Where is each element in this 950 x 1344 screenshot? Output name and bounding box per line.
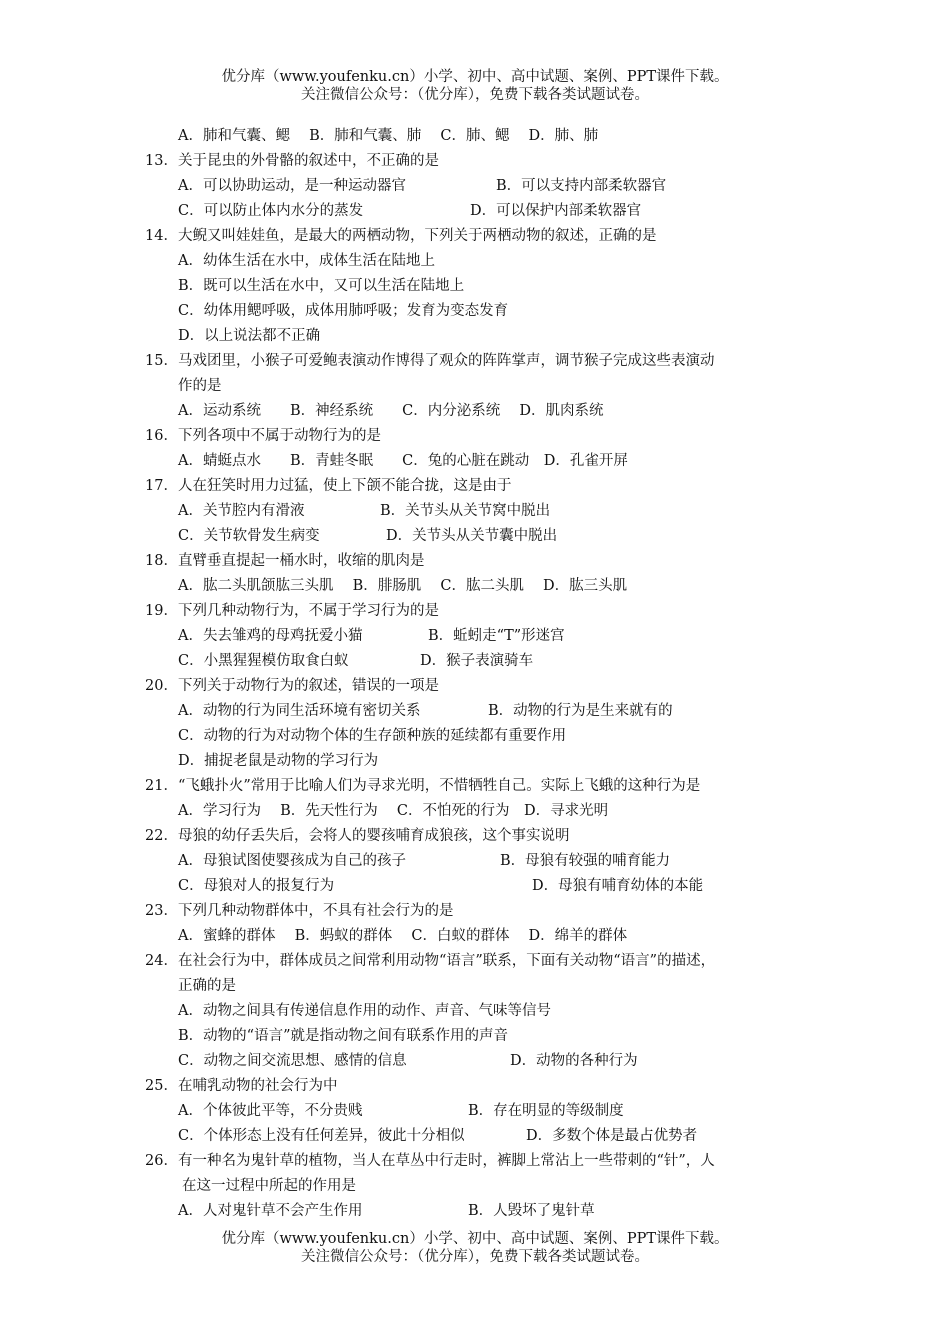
q14-option-c: C．幼体用鳃呼吸，成体用肺呼吸；发育为变态发育 [178,303,509,319]
q13-option-d: D．可以保护内部柔软器官 [470,203,642,219]
q15-options: A．运动系统 B．神经系统 C．内分泌系统 D．肌肉系统 [178,403,604,419]
q25-option-b: B．存在明显的等级制度 [468,1103,624,1119]
q14-option-a: A．幼体生活在水中，成体生活在陆地上 [178,253,435,269]
q15-stem-continued: 作的是 [178,378,222,394]
q17-option-d: D．关节头从关节囊中脱出 [386,528,558,544]
q13-option-c: C．可以防止体内水分的蒸发 [178,203,364,219]
q25-option-c: C．个体形态上没有任何差异，彼此十分相似 [178,1128,465,1144]
q19-option-b: B．蚯蚓走“T”形迷宫 [428,628,565,644]
q20-option-a: A．动物的行为同生活环境有密切关系 [178,703,421,719]
q17-option-b: B．关节头从关节窝中脱出 [380,503,551,519]
q26-option-b: B．人毁坏了鬼针草 [468,1203,595,1219]
q24-option-a: A．动物之间具有传递信息作用的动作、声音、气味等信号 [178,1003,551,1019]
q19-option-c: C．小黑猩猩模仿取食白蚁 [178,653,349,669]
q18-stem: 18．直臂垂直提起一桶水时，收缩的肌肉是 [145,553,425,569]
q26-stem: 26．有一种名为鬼针草的植物，当人在草丛中行走时，裤脚上常沾上一些带刺的“针”，人 [145,1153,715,1169]
q13-stem: 13．关于昆虫的外骨骼的叙述中，不正确的是 [145,153,439,169]
q22-option-b: B．母狼有较强的哺育能力 [500,853,671,869]
q25-option-a: A．个体彼此平等，不分贵贱 [178,1103,363,1119]
q20-option-d: D．捕捉老鼠是动物的学习行为 [178,753,379,769]
q15-stem: 15．马戏团里，小猴子可爱鲍表演动作博得了观众的阵阵掌声，调节猴子完成这些表演动 [145,353,715,369]
q16-options: A．蜻蜓点水 B．青蛙冬眠 C．兔的心脏在跳动 D．孔雀开屏 [178,453,628,469]
q25-stem: 25．在哺乳动物的社会行为中 [145,1078,338,1094]
q21-options: A．学习行为 B．先天性行为 C．不怕死的行为 D．寻求光明 [178,803,609,819]
q16-stem: 16．下列各项中不属于动物行为的是 [145,428,381,444]
q23-options: A．蜜蜂的群体 B．蚂蚁的群体 C．白蚁的群体 D．绵羊的群体 [178,928,628,944]
q21-stem: 21．“飞蛾扑火”常用于比喻人们为寻求光明，不惜牺牲自己。实际上飞蛾的这种行为是 [145,778,701,794]
q24-option-d: D．动物的各种行为 [510,1053,638,1069]
q14-option-d: D．以上说法都不正确 [178,328,321,344]
q14-stem: 14．大鲵又叫娃娃鱼，是最大的两栖动物，下列关于两栖动物的叙述，正确的是 [145,228,657,244]
q20-option-b: B．动物的行为是生来就有的 [488,703,673,719]
q23-stem: 23．下列几种动物群体中，不具有社会行为的是 [145,903,454,919]
header-line-1: 优分库（www.youfenku.cn）小学、初中、高中试题、案例、PPT课件下载。 [221,69,729,85]
q18-options: A．肱二头肌颌肱三头肌 B．腓肠肌 C．肱二头肌 D．肱三头肌 [178,578,628,594]
footer-line-1: 优分库（www.youfenku.cn）小学、初中、高中试题、案例、PPT课件下载。 [221,1231,729,1247]
q20-option-c: C．动物的行为对动物个体的生存颌种族的延续都有重要作用 [178,728,567,744]
q26-option-a: A．人对鬼针草不会产生作用 [178,1203,363,1219]
q13-option-a: A．可以协助运动，是一种运动器官 [178,178,406,194]
footer-line-2: 关注微信公众号：（优分库），免费下载各类试题试卷。 [301,1249,649,1265]
q22-option-a: A．母狼试图使婴孩成为自己的孩子 [178,853,406,869]
q17-option-a: A．关节腔内有滑液 [178,503,305,519]
q17-stem: 17．人在狂笑时用力过猛，使上下颌不能合拢，这是由于 [145,478,512,494]
q13-option-b: B．可以支持内部柔软器官 [496,178,667,194]
q24-stem-continued: 正确的是 [178,978,236,994]
q14-option-b: B．既可以生活在水中，又可以生活在陆地上 [178,278,465,294]
q19-option-d: D．猴子表演骑车 [420,653,534,669]
q19-stem: 19．下列几种动物行为，不属于学习行为的是 [145,603,439,619]
q24-option-b: B．动物的“语言”就是指动物之间有联系作用的声音 [178,1028,508,1044]
q22-stem: 22．母狼的幼仔丢失后，会将人的婴孩哺育成狼孩，这个事实说明 [145,828,570,844]
q22-option-d: D．母狼有哺育幼体的本能 [532,878,704,894]
q24-option-c: C．动物之间交流思想、感情的信息 [178,1053,407,1069]
q20-stem: 20．下列关于动物行为的叙述，错误的一项是 [145,678,439,694]
q25-option-d: D．多数个体是最占优势者 [526,1128,698,1144]
q17-option-c: C．关节软骨发生病变 [178,528,320,544]
q12-options: A．肺和气囊、鳃 B．肺和气囊、肺 C．肺、鳃 D．肺、肺 [178,128,599,144]
q24-stem: 24．在社会行为中，群体成员之间常利用动物“语言”联系，下面有关动物“语言”的描述， [145,953,716,969]
q26-stem-continued: 在这一过程中所起的作用是 [182,1178,356,1194]
q19-option-a: A．失去雏鸡的母鸡抚爱小猫 [178,628,363,644]
header-line-2: 关注微信公众号：（优分库），免费下载各类试题试卷。 [301,87,649,103]
q22-option-c: C．母狼对人的报复行为 [178,878,335,894]
